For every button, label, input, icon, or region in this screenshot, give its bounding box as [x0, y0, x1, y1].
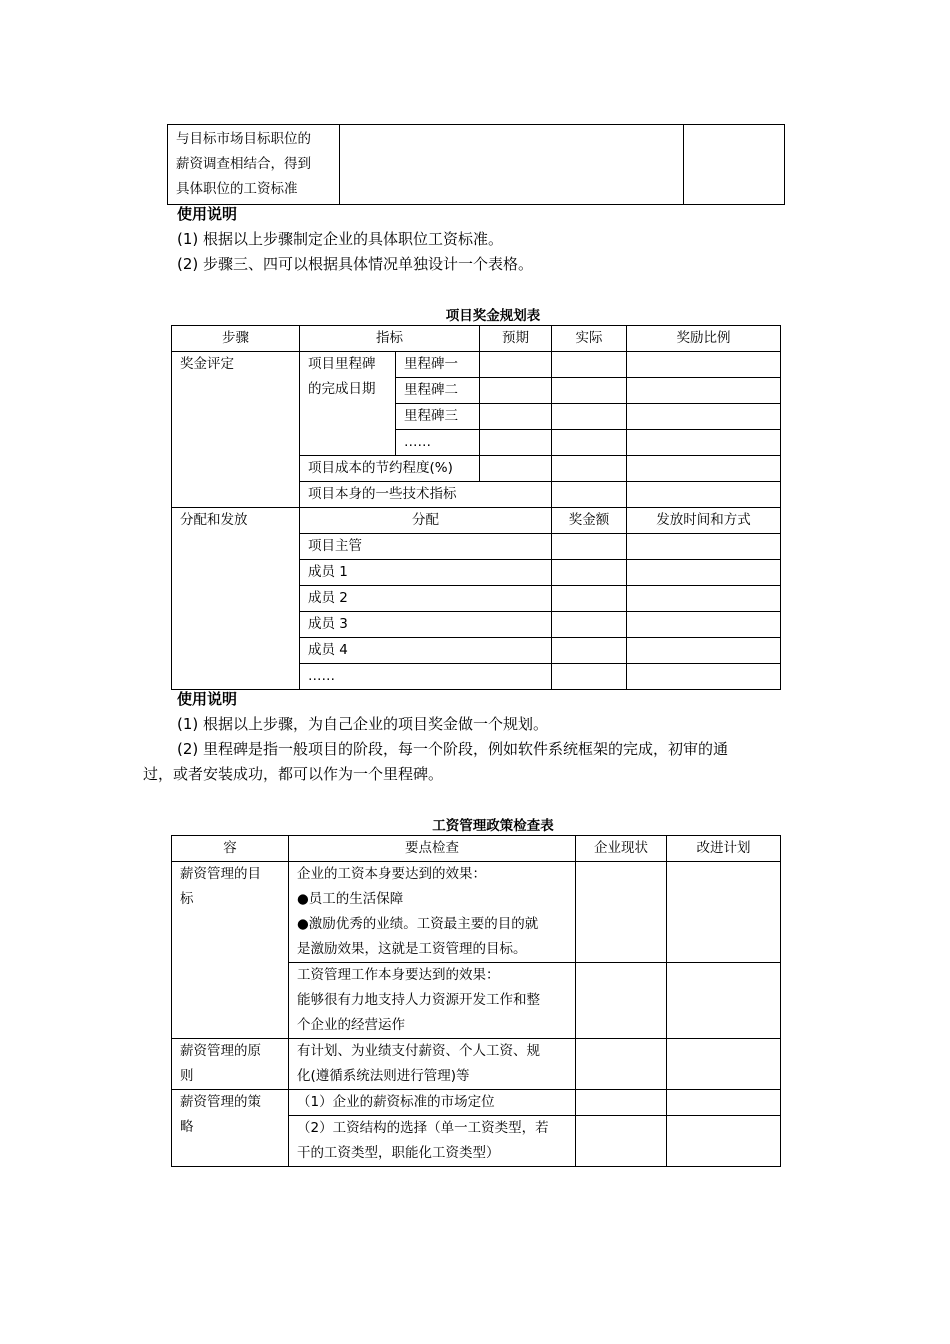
empty-cell [576, 1090, 667, 1116]
empty-cell [627, 638, 781, 664]
principle-label [172, 1039, 289, 1090]
empty-cell [552, 404, 627, 430]
text-line: 略 [180, 1119, 194, 1135]
empty-cell [667, 1039, 781, 1090]
usage-note-line: (1) 根据以上步骤制定企业的具体职位工资标准。 [177, 230, 504, 248]
header-step: 步骤 [172, 326, 300, 352]
empty-cell [552, 378, 627, 404]
text-line: 能够很有力地支持人力资源开发工作和整 [297, 992, 540, 1008]
dist-header-amount: 奖金额 [552, 508, 627, 534]
strategy-point [289, 1116, 576, 1167]
empty-cell [552, 638, 627, 664]
empty-cell [552, 560, 627, 586]
header-expected: 预期 [480, 326, 552, 352]
text-line: 标 [180, 891, 194, 907]
empty-cell [552, 664, 627, 690]
empty-cell [667, 963, 781, 1039]
text-line: （2）工资结构的选择（单一工资类型，若 [297, 1120, 549, 1136]
member-row: …… [300, 664, 552, 690]
usage-note-line: (2) 里程碑是指一般项目的阶段，每一个阶段，例如软件系统框架的完成，初审的通 [177, 740, 729, 758]
member-row: 项目主管 [300, 534, 552, 560]
empty-cell [552, 534, 627, 560]
usage-note-line: (1) 根据以上步骤，为自己企业的项目奖金做一个规划。 [177, 715, 549, 733]
empty-cell [667, 1116, 781, 1167]
top-table-cell-criteria [168, 125, 340, 205]
text-line: 项目里程碑 [308, 356, 376, 372]
empty-cell [627, 612, 781, 638]
header-reward-ratio: 奖励比例 [627, 326, 781, 352]
usage-note-line: 过，或者安装成功，都可以作为一个里程碑。 [143, 765, 444, 783]
empty-cell [480, 430, 552, 456]
empty-cell [576, 1116, 667, 1167]
milestone-item: 里程碑一 [396, 352, 480, 378]
empty-cell [627, 482, 781, 508]
empty-cell [627, 664, 781, 690]
text-line: 薪资调查相结合，得到 [176, 156, 311, 172]
text-line: 薪资管理的原 [180, 1043, 261, 1059]
empty-cell [576, 963, 667, 1039]
text-line: 的完成日期 [308, 381, 376, 397]
text-line: 有计划、为业绩支付薪资、个人工资、规 [297, 1043, 540, 1059]
header-actual: 实际 [552, 326, 627, 352]
milestone-item: 里程碑三 [396, 404, 480, 430]
top-table-cell-empty [340, 125, 684, 205]
empty-cell [667, 1090, 781, 1116]
header-current-status: 企业现状 [576, 836, 667, 862]
empty-cell [552, 456, 627, 482]
text-line: 个企业的经营运作 [297, 1017, 405, 1033]
text-line: 企业的工资本身要达到的效果： [297, 866, 486, 882]
goal-label [172, 862, 289, 1039]
empty-cell [552, 612, 627, 638]
top-table-cell-empty [684, 125, 785, 205]
text-line: 薪资管理的策 [180, 1094, 261, 1110]
member-row: 成员 3 [300, 612, 552, 638]
policy-check-table [171, 835, 781, 1167]
member-row: 成员 1 [300, 560, 552, 586]
header-key-points: 要点检查 [289, 836, 576, 862]
milestone-label [300, 352, 396, 456]
empty-cell [627, 404, 781, 430]
strategy-label [172, 1090, 289, 1167]
empty-cell [627, 378, 781, 404]
empty-cell [552, 586, 627, 612]
text-line: 工资管理工作本身要达到的效果： [297, 967, 500, 983]
member-row: 成员 2 [300, 586, 552, 612]
empty-cell [552, 482, 627, 508]
header-improvement-plan: 改进计划 [667, 836, 781, 862]
tech-indicator: 项目本身的一些技术指标 [300, 482, 552, 508]
text-line: ●激励优秀的业绩。工资最主要的目的就 [297, 916, 539, 932]
member-row: 成员 4 [300, 638, 552, 664]
milestone-item: 里程碑二 [396, 378, 480, 404]
empty-cell [667, 862, 781, 963]
distribution-label: 分配和发放 [172, 508, 300, 690]
text-line: 具体职位的工资标准 [176, 181, 298, 197]
principle-point [289, 1039, 576, 1090]
usage-note-line: (2) 步骤三、四可以根据具体情况单独设计一个表格。 [177, 255, 534, 273]
empty-cell [480, 352, 552, 378]
strategy-point: （1）企业的薪资标准的市场定位 [289, 1090, 576, 1116]
header-content: 容 [172, 836, 289, 862]
bonus-eval-label: 奖金评定 [172, 352, 300, 508]
empty-cell [480, 456, 552, 482]
empty-cell [627, 352, 781, 378]
empty-cell [576, 862, 667, 963]
goal-point [289, 963, 576, 1039]
text-line: 与目标市场目标职位的 [176, 131, 311, 147]
empty-cell [627, 456, 781, 482]
empty-cell [480, 404, 552, 430]
text-line: 薪资管理的目 [180, 866, 261, 882]
dist-header-time-method: 发放时间和方式 [627, 508, 781, 534]
empty-cell [480, 378, 552, 404]
empty-cell [552, 352, 627, 378]
empty-cell [627, 534, 781, 560]
usage-notes-heading: 使用说明 [177, 205, 238, 223]
usage-notes-heading: 使用说明 [177, 690, 238, 708]
empty-cell [627, 560, 781, 586]
policy-table-title: 工资管理政策检查表 [432, 818, 554, 834]
text-line: ●员工的生活保障 [297, 891, 404, 907]
empty-cell [627, 586, 781, 612]
text-line: 则 [180, 1068, 194, 1084]
goal-point [289, 862, 576, 963]
dist-header-allocation: 分配 [300, 508, 552, 534]
empty-cell [576, 1039, 667, 1090]
empty-cell [552, 430, 627, 456]
text-line: 干的工资类型，职能化工资类型） [297, 1145, 500, 1161]
top-table [167, 124, 785, 205]
header-indicator: 指标 [300, 326, 480, 352]
milestone-item: …… [396, 430, 480, 456]
bonus-plan-table [171, 325, 781, 690]
empty-cell [627, 430, 781, 456]
text-line: 化(遵循系统法则进行管理)等 [297, 1068, 470, 1084]
text-line: 是激励效果，这就是工资管理的目标。 [297, 941, 527, 957]
cost-saving-indicator: 项目成本的节约程度(%) [300, 456, 480, 482]
bonus-table-title: 项目奖金规划表 [445, 308, 541, 324]
